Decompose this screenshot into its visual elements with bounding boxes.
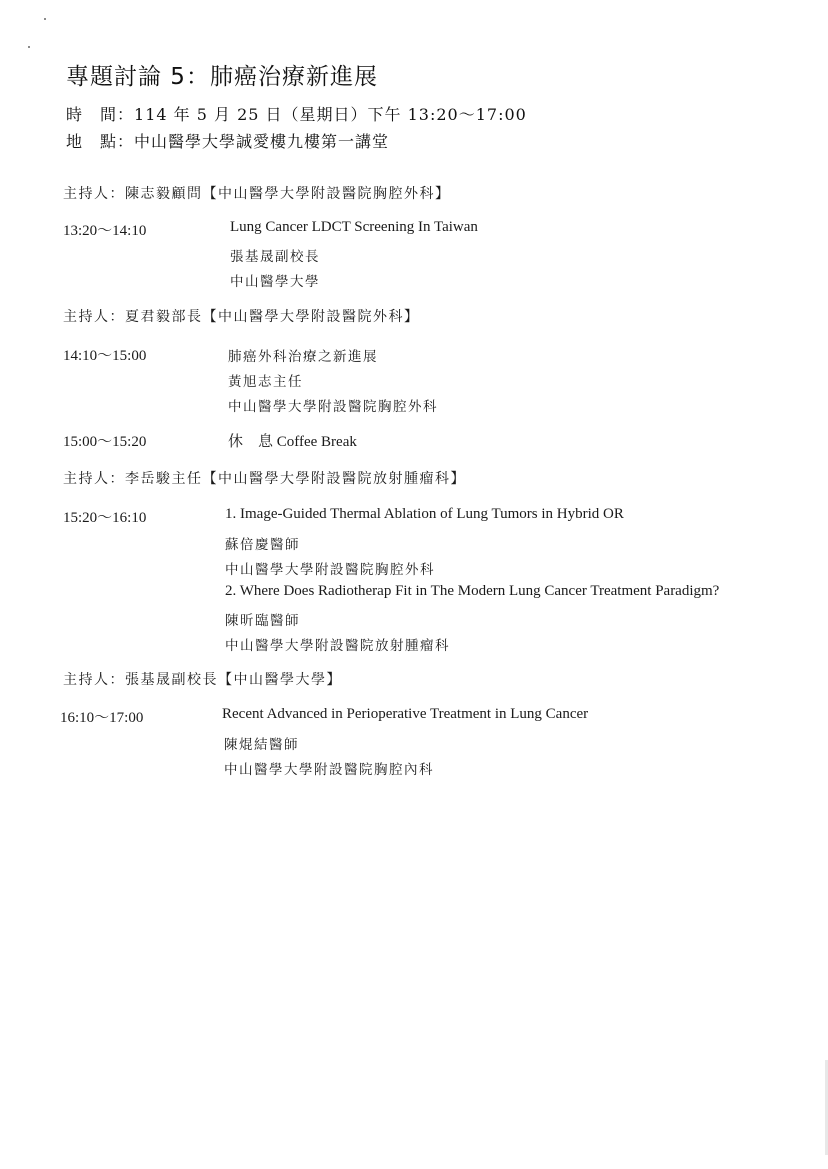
- session-time: 13:20～14:10: [63, 223, 147, 239]
- talk-title: 1. Image-Guided Thermal Ablation of Lung Tumors in Hybrid OR: [225, 506, 624, 522]
- time-value: 114 年 5 月 25 日（星期日）下午 13:20～17:00: [134, 105, 527, 124]
- talk-title: Lung Cancer LDCT Screening In Taiwan: [230, 219, 478, 235]
- session-host: 主持人：李岳駿主任【中山醫學大學附設醫院放射腫瘤科】: [63, 471, 466, 487]
- session-time: 14:10～15:00: [63, 348, 147, 364]
- talk-title: 肺癌外科治療之新進展: [228, 349, 378, 365]
- speaker-affiliation: 中山醫學大學附設醫院胸腔外科: [225, 562, 435, 578]
- break-time: 15:00～15:20: [63, 434, 147, 450]
- speaker-name: 黃旭志主任: [228, 374, 303, 390]
- talk-title: 2. Where Does Radiotherap Fit in The Modern Lung Cancer Treatment Paradigm?: [225, 583, 720, 599]
- talk-title: Recent Advanced in Perioperative Treatment in Lung Cancer: [222, 706, 589, 722]
- speaker-name: 陳焜結醫師: [224, 737, 299, 753]
- session-time: 15:20～16:10: [63, 510, 147, 526]
- place-value: 中山醫學大學誠愛樓九樓第一講堂: [134, 132, 390, 151]
- place-label: 地 點：: [66, 132, 135, 151]
- speaker-name: 陳昕臨醫師: [225, 613, 300, 629]
- scan-speck: [44, 18, 46, 20]
- speaker-affiliation: 中山醫學大學附設醫院放射腫瘤科: [225, 638, 450, 654]
- break-label: 休 息 Coffee Break: [228, 434, 357, 450]
- event-time: [66, 102, 527, 125]
- session-host: 主持人：夏君毅部長【中山醫學大學附設醫院外科】: [63, 309, 420, 325]
- scan-speck: [28, 46, 30, 48]
- time-label: 時 間：: [66, 105, 135, 124]
- speaker-affiliation: 中山醫學大學附設醫院胸腔外科: [228, 399, 438, 415]
- session-host: 主持人：張基晟副校長【中山醫學大學】: [63, 672, 342, 688]
- speaker-name: 蘇倍慶醫師: [225, 537, 300, 553]
- event-place: [66, 129, 389, 152]
- session-time: 16:10～17:00: [60, 710, 144, 726]
- page-title: 專題討論 5：肺癌治療新進展: [66, 64, 378, 90]
- speaker-name: 張基晟副校長: [230, 249, 320, 265]
- session-host: 主持人：陳志毅顧問【中山醫學大學附設醫院胸腔外科】: [63, 186, 451, 202]
- speaker-affiliation: 中山醫學大學附設醫院胸腔內科: [224, 762, 434, 778]
- speaker-affiliation: 中山醫學大學: [230, 274, 320, 290]
